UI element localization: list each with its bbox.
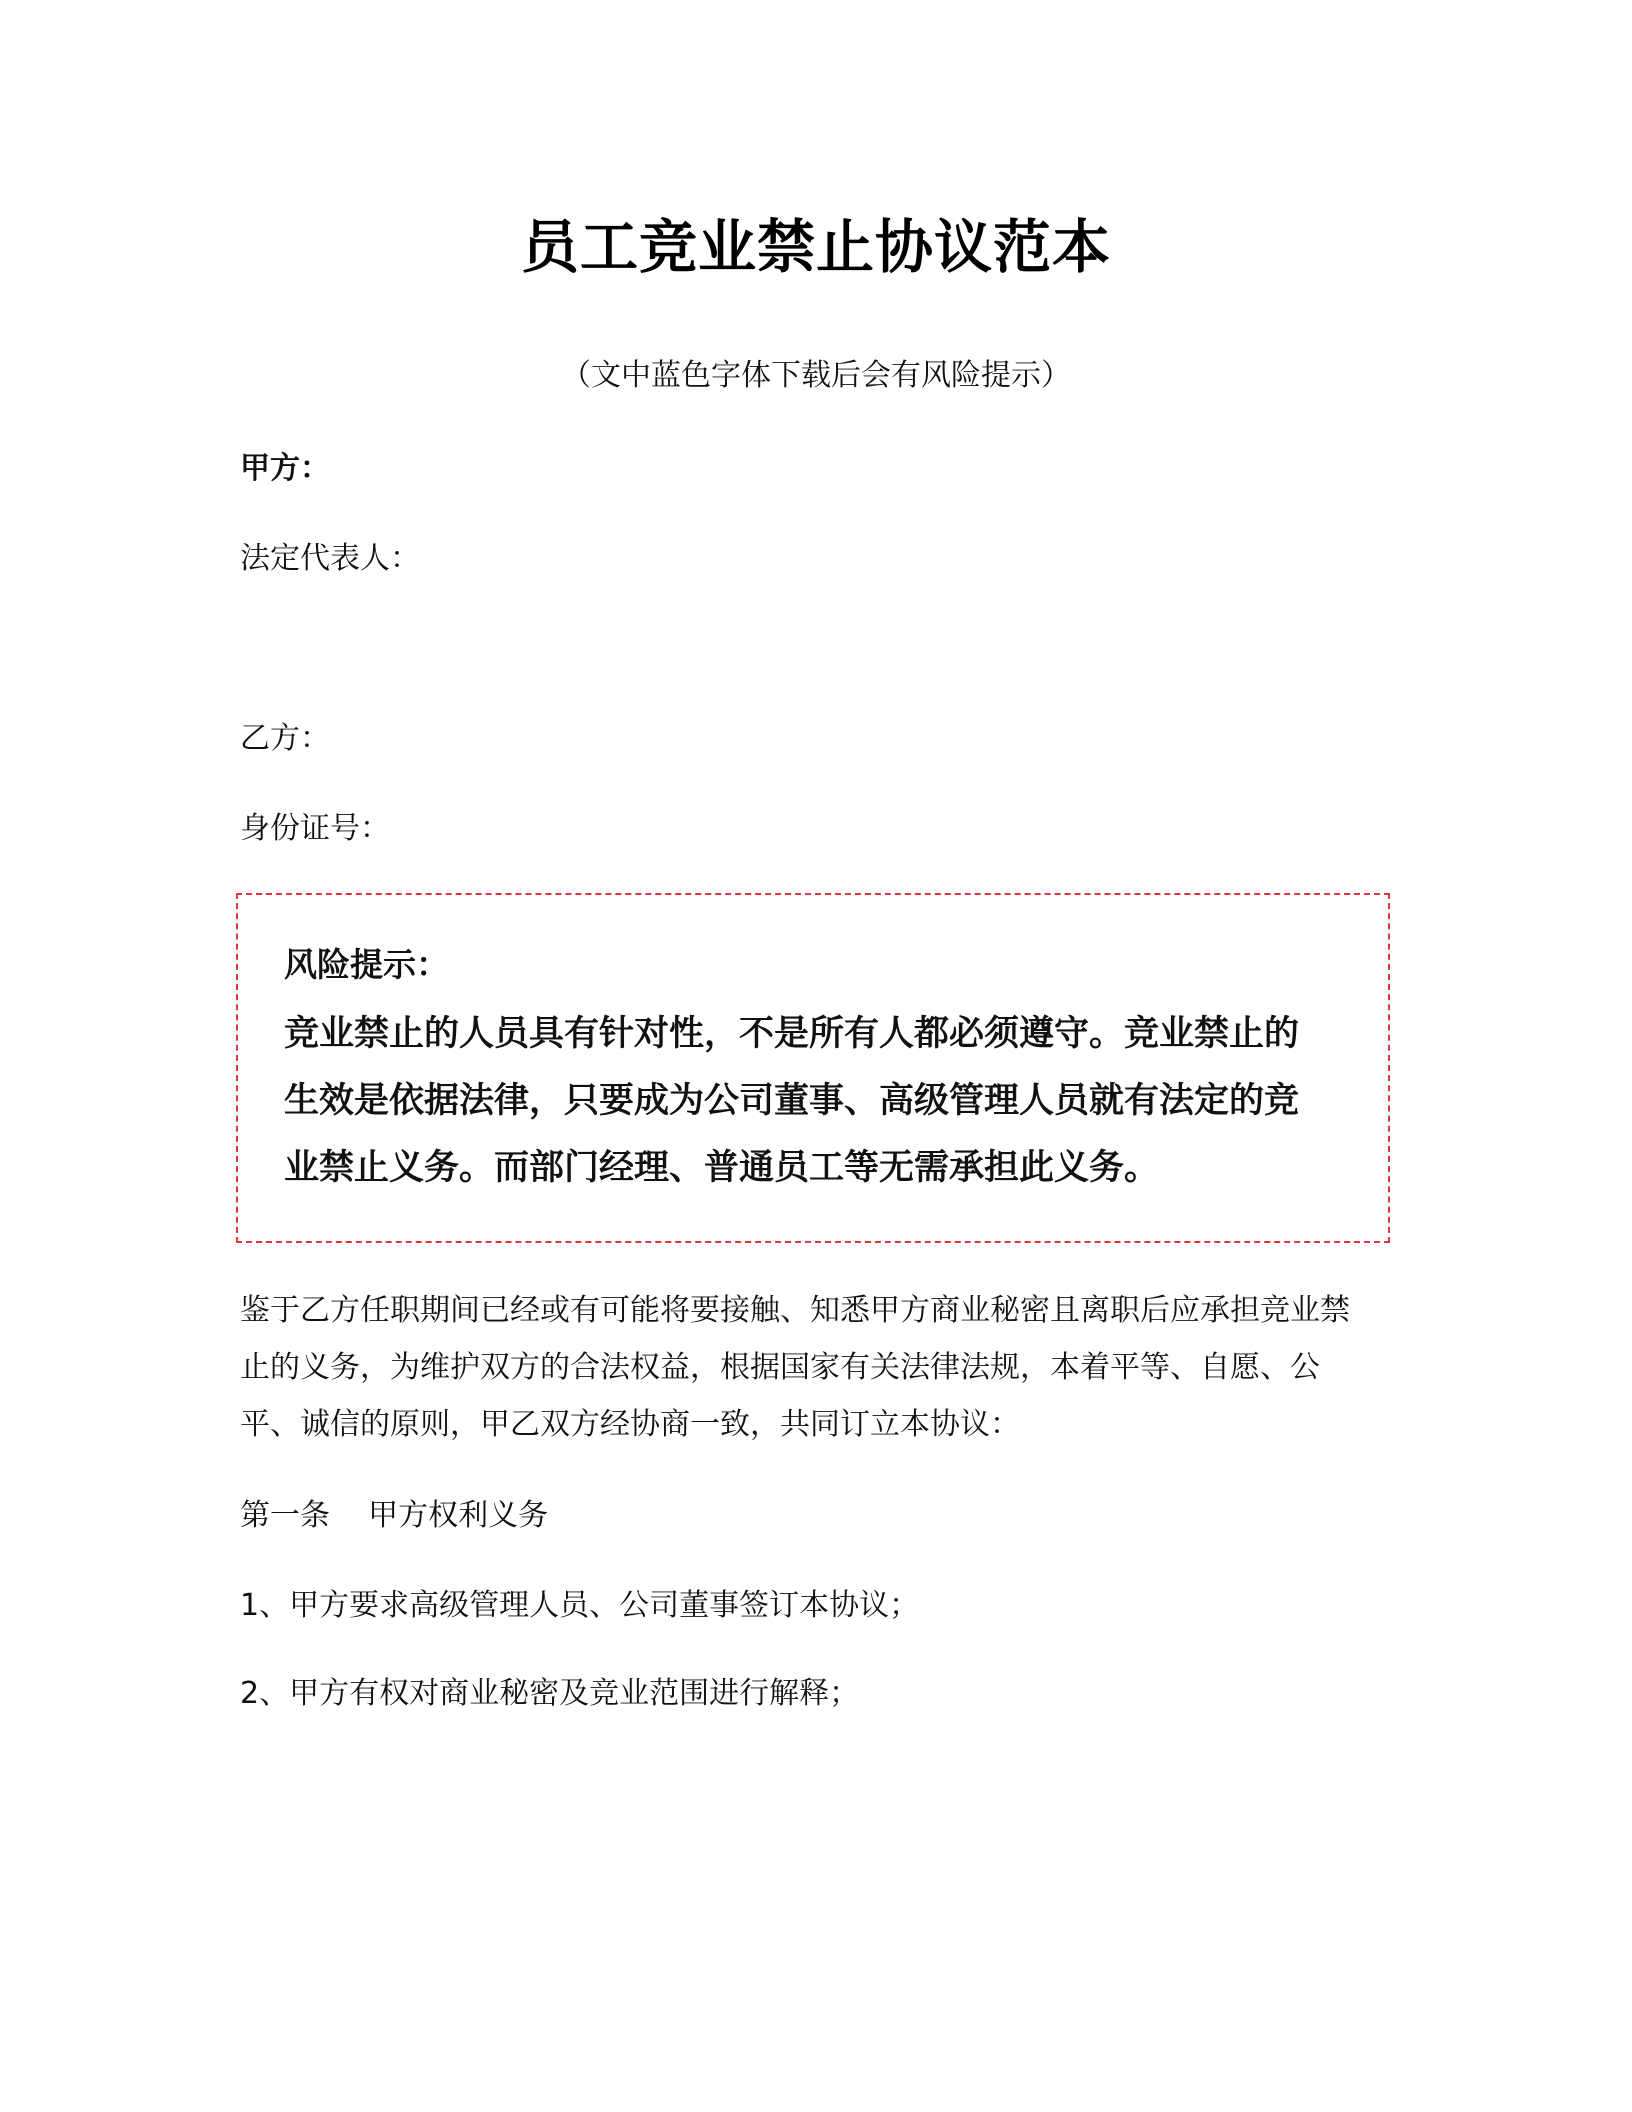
legal-representative-field: 法定代表人：	[240, 541, 420, 576]
preamble-paragraph: 鉴于乙方任职期间已经或有可能将要接触、知悉甲方商业秘密且离职后应承担竞业禁止的义务，为维护双方的合法权益，根据国家有关法律法规，本着平等、自愿、公平、诚信的原则，甲乙双方经协商一致，共同订立本协议：	[240, 1293, 1350, 1442]
risk-warning-title: 风险提示：	[284, 945, 449, 984]
id-number-field: 身份证号：	[240, 811, 390, 846]
risk-warning-text: 竞业禁止的人员具有针对性，不是所有人都必须遵守。竞业禁止的生效是依据法律，只要成为公司董事、高级管理人员就有法定的竞业禁止义务。而部门经理、普通员工等无需承担此义务。	[284, 1014, 1300, 1188]
article-1-item: 1、甲方要求高级管理人员、公司董事签订本协议；	[240, 1588, 920, 1623]
article-1-item: 2、甲方有权对商业秘密及竞业范围进行解释；	[240, 1676, 860, 1711]
document-subtitle: （文中蓝色字体下载后会有风险提示）	[561, 358, 1071, 393]
party-a-field: 甲方：	[240, 451, 330, 486]
risk-warning-box	[236, 893, 1390, 1243]
article-1-heading: 第一条 甲方权利义务	[240, 1498, 549, 1533]
party-b-field: 乙方：	[240, 721, 330, 756]
document-title: 员工竞业禁止协议范本	[520, 213, 1111, 281]
